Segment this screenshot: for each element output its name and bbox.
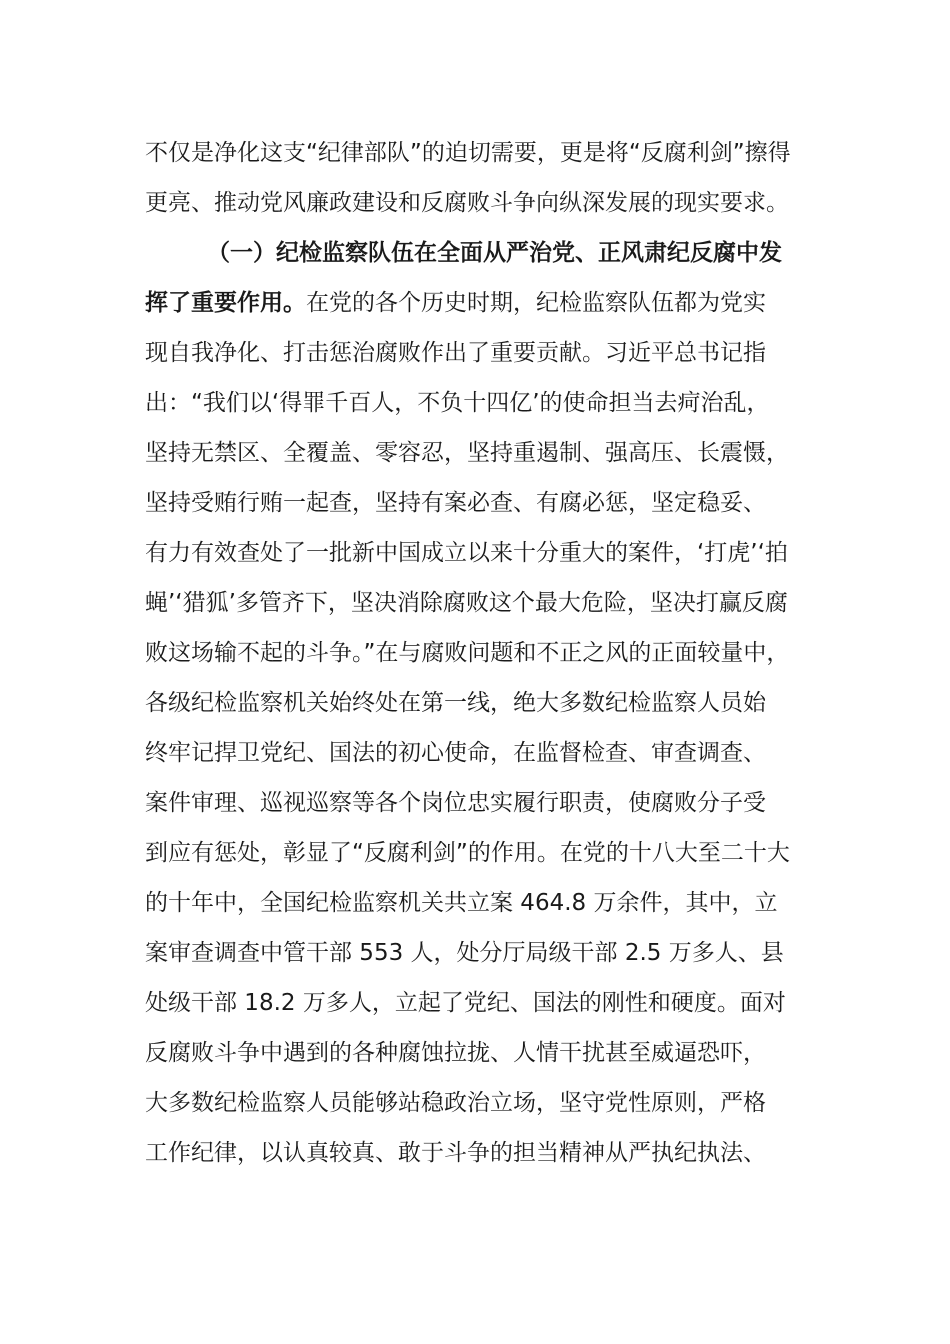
paragraph-line: 败这场输不起的斗争。”在与腐败问题和不正之风的正面较量中，: [145, 640, 790, 666]
paragraph-line: 案件审理、巡视巡察等各个岗位忠实履行职责，使腐败分子受: [145, 790, 766, 816]
paragraph-line: 坚持无禁区、全覆盖、零容忍，坚持重遏制、强高压、长震慑，: [145, 440, 789, 466]
paragraph-line: 处级干部 18.2 万多人，立起了党纪、国法的刚性和硬度。面对: [145, 990, 786, 1016]
paragraph-line: 现自我净化、打击惩治腐败作出了重要贡献。习近平总书记指: [145, 340, 766, 366]
paragraph-line: 坚持受贿行贿一起查，坚持有案必查、有腐必惩，坚定稳妥、: [145, 490, 766, 516]
paragraph-line: 大多数纪检监察人员能够站稳政治立场，坚守党性原则，严格: [145, 1090, 766, 1116]
paragraph-line: 蝇’‘猎狐’多管齐下，坚决消除腐败这个最大危险，坚决打赢反腐: [145, 590, 788, 616]
paragraph-line: [145, 278, 825, 328]
paragraph-line: 的十年中，全国纪检监察机关共立案 464.8 万余件，其中，立: [145, 890, 778, 916]
paragraph-line: 案审查调查中管干部 553 人，处分厅局级干部 2.5 万多人、县: [145, 940, 784, 966]
paragraph-line: 各级纪检监察机关始终处在第一线，绝大多数纪检监察人员始: [145, 690, 766, 716]
paragraph-line: 出：“我们以‘得罪千百人，不负十四亿’的使命担当去疴治乱，: [145, 390, 770, 416]
section-heading-end: 挥了重要作用。: [145, 290, 306, 316]
paragraph-line: 不仅是净化这支“纪律部队”的迫切需要，更是将“反腐利剑”擦得: [145, 140, 791, 166]
paragraph-line: 到应有惩处，彰显了“反腐利剑”的作用。在党的十八大至二十大: [145, 840, 790, 866]
paragraph-line: 有力有效查处了一批新中国成立以来十分重大的案件，‘打虎’‘拍: [145, 540, 788, 566]
paragraph-line: 反腐败斗争中遇到的各种腐蚀拉拢、人情干扰甚至威逼恐吓，: [145, 1040, 766, 1066]
body-text: [145, 128, 825, 1178]
section-heading-line: （一）纪检监察队伍在全面从严治党、正风肃纪反腐中发: [207, 240, 782, 266]
paragraph-line: 终牢记捍卫党纪、国法的初心使命，在监督检查、审查调查、: [145, 740, 766, 766]
paragraph-line: 更亮、推动党风廉政建设和反腐败斗争向纵深发展的现实要求。: [145, 190, 789, 216]
paragraph-text: 在党的各个历史时期，纪检监察队伍都为党实: [306, 290, 766, 316]
paragraph-line: 工作纪律，以认真较真、敢于斗争的担当精神从严执纪执法、: [145, 1140, 766, 1166]
